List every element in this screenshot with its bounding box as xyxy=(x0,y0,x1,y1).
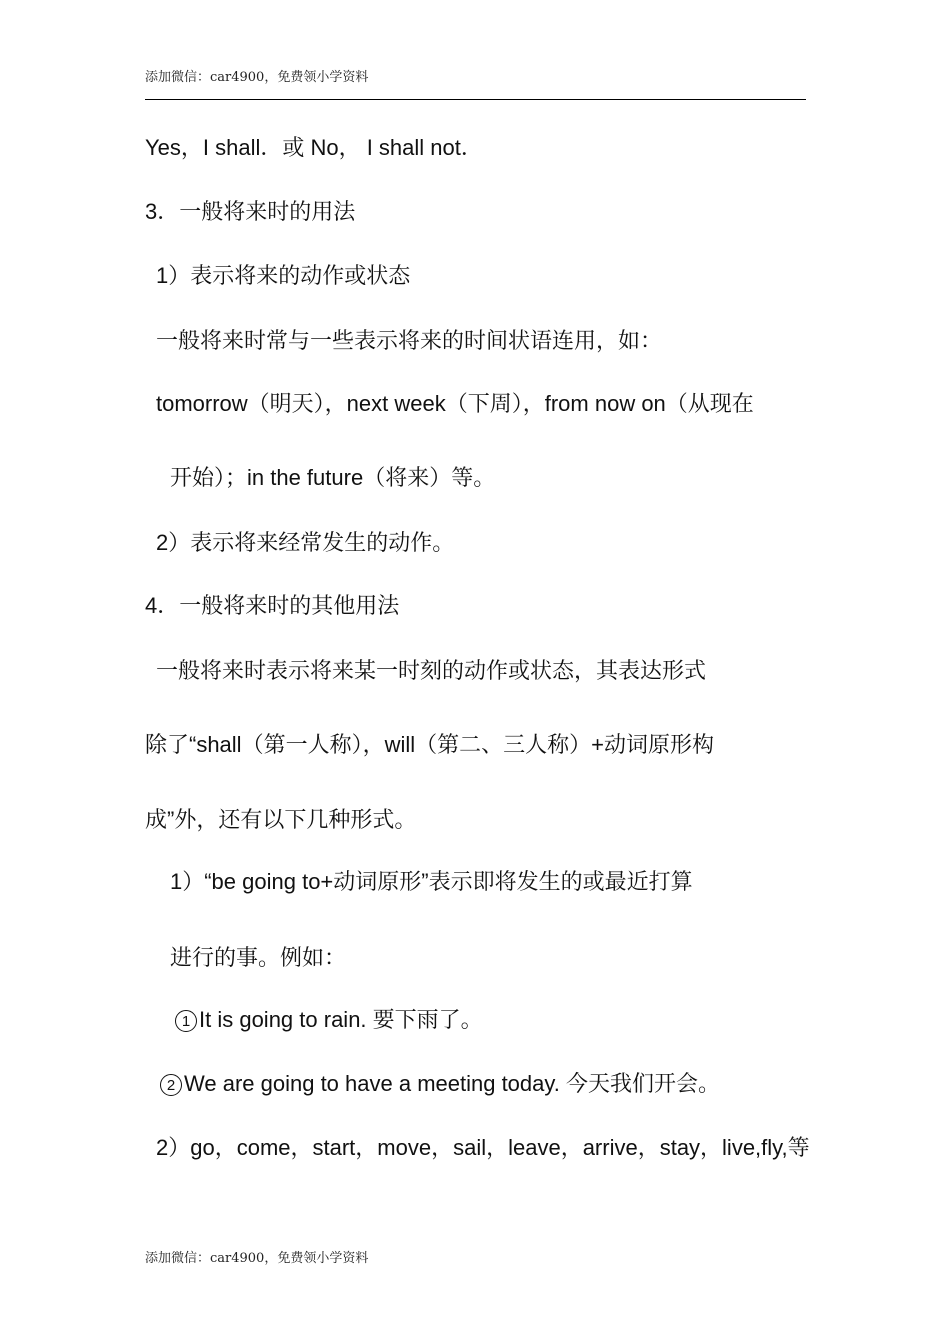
circled-number-2: 2 xyxy=(160,1074,182,1096)
example-1 xyxy=(175,1005,483,1035)
section-3-heading: 3．一般将来时的用法 xyxy=(145,199,356,224)
circled-number-1: 1 xyxy=(175,1010,197,1032)
example-2 xyxy=(160,1069,720,1099)
usage-2-heading: 2）表示将来经常发生的动作。 xyxy=(156,530,455,555)
footer-watermark-text: 添加微信：car4900，免费领小学资料 xyxy=(145,1251,369,1266)
paragraph-line: tomorrow（明天），next week（下周），from now on（从现在 xyxy=(156,391,754,416)
example-1-text: It is going to rain. 要下雨了。 xyxy=(199,1007,483,1032)
paragraph-line: 成”外，还有以下几种形式。 xyxy=(145,807,417,832)
paragraph-line: 一般将来时常与一些表示将来的时间状语连用，如： xyxy=(156,328,663,353)
paragraph-line: 进行的事。例如： xyxy=(170,945,347,970)
section-4-heading: 4．一般将来时的其他用法 xyxy=(145,593,400,618)
usage-1-heading: 1）表示将来的动作或状态 xyxy=(156,263,411,288)
example-2-text: We are going to have a meeting today. 今天我们开会。 xyxy=(184,1071,720,1096)
answer-line: Yes，I shall．或 No， I shall not． xyxy=(145,135,483,160)
form-1-heading: 1）“be going to+动词原形”表示即将发生的或最近打算 xyxy=(170,869,693,894)
form-2-heading: 2）go，come，start，move，sail，leave，arrive，stay，live,fly,等 xyxy=(156,1135,810,1160)
paragraph-line: 开始）；in the future（将来）等。 xyxy=(170,465,496,490)
header-watermark-text: 添加微信：car4900，免费领小学资料 xyxy=(145,70,369,85)
paragraph-line: 一般将来时表示将来某一时刻的动作或状态，其表达形式 xyxy=(156,658,707,683)
paragraph-line: 除了“shall（第一人称），will（第二、三人称）+动词原形构 xyxy=(145,732,714,757)
header-divider xyxy=(145,99,806,100)
